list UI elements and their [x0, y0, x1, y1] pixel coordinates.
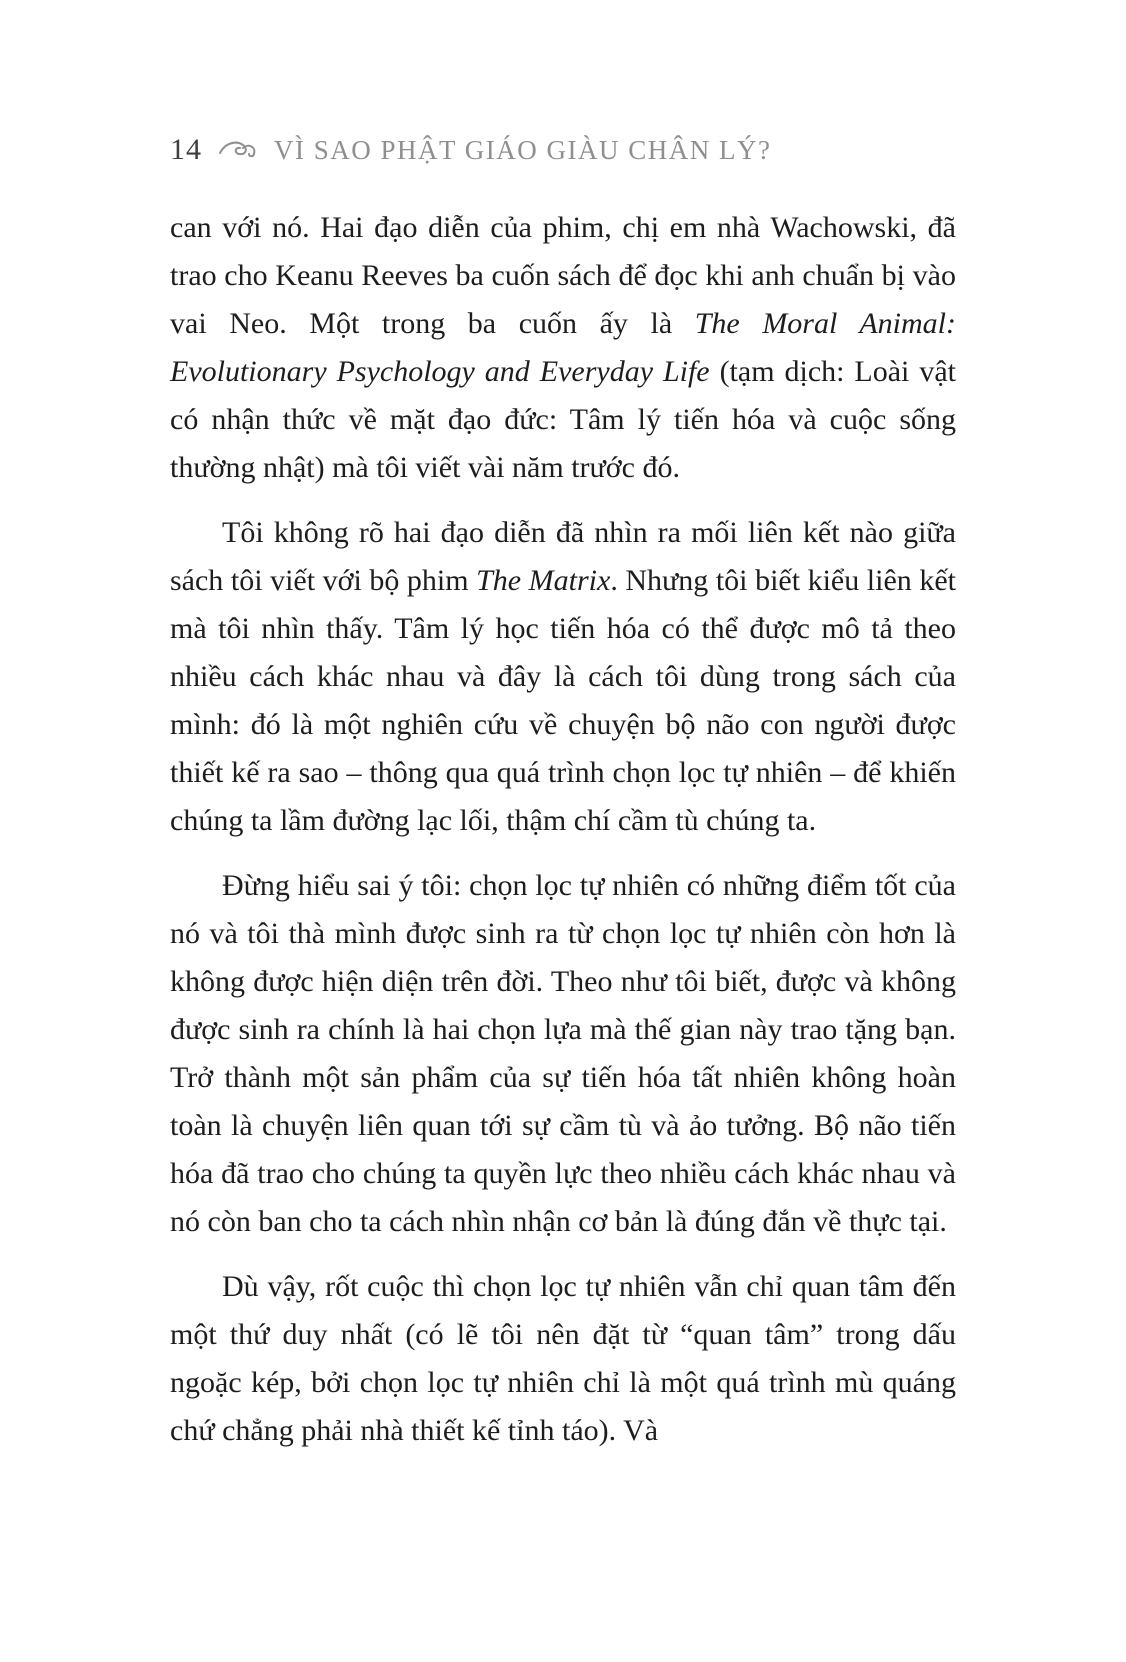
paragraph — [170, 509, 956, 845]
paragraph — [170, 1263, 956, 1455]
text-segment: Dù vậy, rốt cuộc thì chọn lọc tự nhiên vẫn chỉ quan tâm đến một thứ duy nhất (có lẽ tôi nên đặt từ “quan tâm” trong dấu ngoặc kép, bởi chọn lọc tự nhiên chỉ là một quá trình mù quáng chứ chẳng phải nhà thiết kế tỉnh táo). Và — [170, 1270, 956, 1447]
running-header-title: VÌ SAO PHẬT GIÁO GIÀU CHÂN LÝ? — [274, 134, 772, 165]
paragraph — [170, 204, 956, 492]
text-segment: (tạm dịch: Loài vật có nhận thức về mặt đạo đức: Tâm lý tiến hóa và cuộc sống thường nhật) mà tôi viết vài năm trước đó. — [170, 355, 956, 484]
paragraph — [170, 862, 956, 1246]
text-segment: . Nhưng tôi biết kiểu liên kết mà tôi nhìn thấy. Tâm lý học tiến hóa có thể được mô tả theo nhiều cách khác nhau và đây là cách tôi dùng trong sách của mình: đó là một nghiên cứu về chuyện bộ não con người được thiết kế ra sao – thông qua quá trình chọn lọc tự nhiên – để khiến chúng ta lầm đường lạc lối, thậm chí cầm tù chúng ta. — [170, 564, 956, 837]
text-segment: Tôi không rõ hai đạo diễn đã nhìn ra mối liên kết nào giữa sách tôi viết với bộ phim — [170, 516, 956, 597]
book-title-italic: The Moral Animal: Evolutionary Psychology and Everyday Life — [170, 307, 957, 388]
page-body — [170, 204, 956, 1472]
book-title-italic: The Matrix — [476, 564, 611, 597]
flourish-ornament-icon — [218, 138, 258, 162]
page-number: 14 — [170, 133, 202, 166]
text-segment: Đừng hiểu sai ý tôi: chọn lọc tự nhiên có những điểm tốt của nó và tôi thà mình được sinh ra từ chọn lọc tự nhiên còn hơn là không được hiện diện trên đời. Theo như tôi biết, được và không được sinh ra chính là hai chọn lựa mà thế gian này trao tặng bạn. Trở thành một sản phẩm của sự tiến hóa tất nhiên không hoàn toàn là chuyện liên quan tới sự cầm tù và ảo tưởng. Bộ não tiến hóa đã trao cho chúng ta quyền lực theo nhiều cách khác nhau và nó còn ban cho ta cách nhìn nhận cơ bản là đúng đắn về thực tại. — [170, 869, 956, 1238]
text-segment: can với nó. Hai đạo diễn của phim, chị em nhà Wachowski, đã trao cho Keanu Reeves ba cuốn sách để đọc khi anh chuẩn bị vào vai Neo. Một trong ba cuốn ấy là — [170, 211, 956, 340]
running-header — [170, 133, 956, 167]
